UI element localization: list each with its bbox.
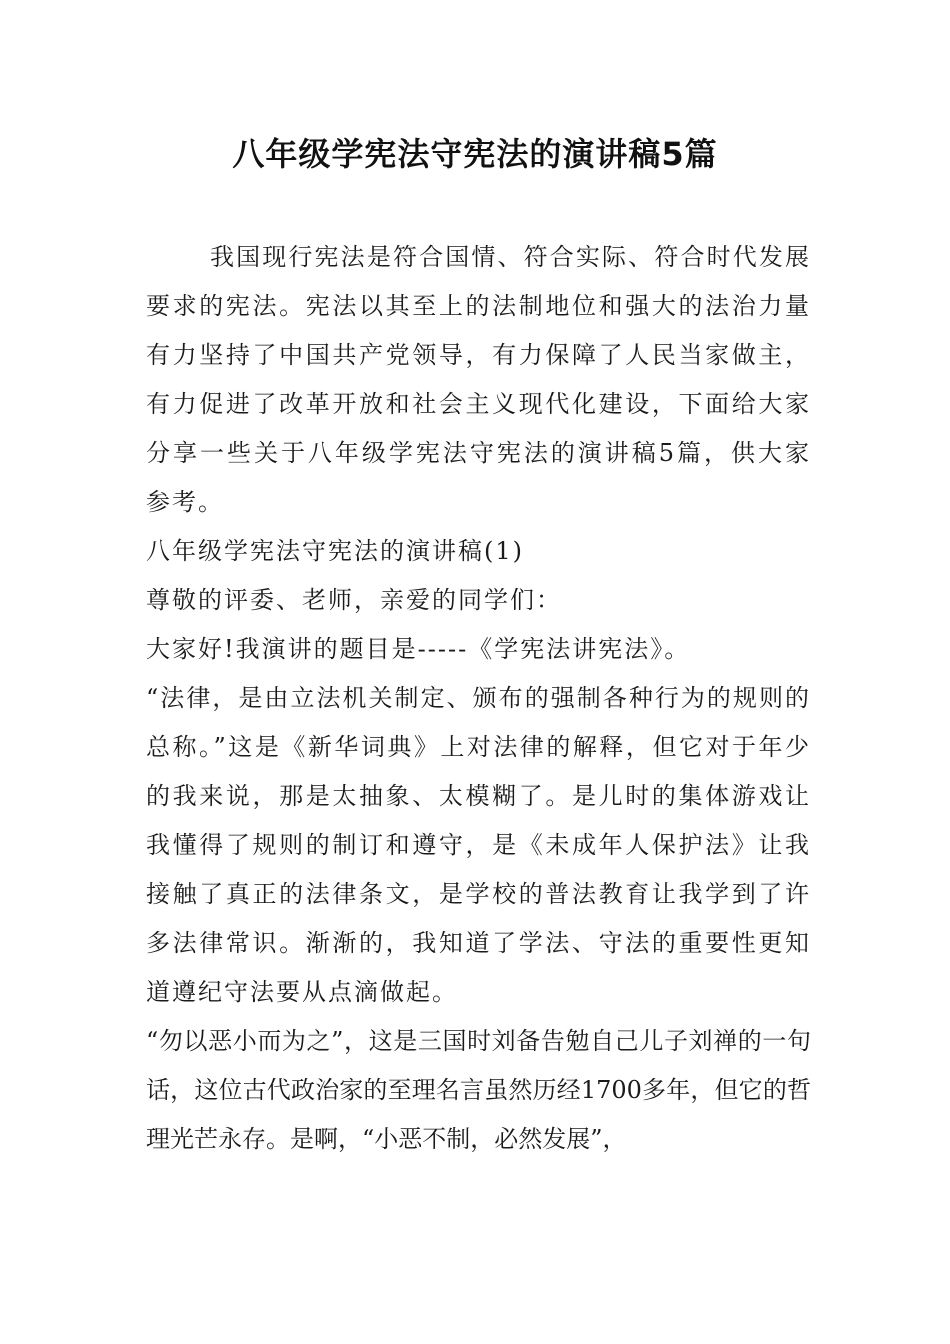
speech-topic: 大家好!我演讲的题目是-----《学宪法讲宪法》。 bbox=[146, 635, 691, 663]
section-heading: 八年级学宪法守宪法的演讲稿(1) bbox=[146, 537, 524, 565]
body-paragraph: “勿以恶小而为之”，这是三国时刘备告勉自己儿子刘禅的一句话，这位古代政治家的至理名言虽然历经1700多年，但它的哲理光芒永存。是啊，“小恶不制，必然发展”， bbox=[146, 1027, 811, 1153]
body-paragraph: “法律，是由立法机关制定、颁布的强制各种行为的规则的总称。”这是《新华词典》上对法律的解释，但它对于年少的我来说，那是太抽象、太模糊了。是儿时的集体游戏让我懂得了规则的制订和遵守，是《未成年人保护法》让我接触了真正的法律条文，是学校的普法教育让我学到了许多法律常识。渐渐的，我知道了学法、守法的重要性更知道遵纪守法要从点滴做起。 bbox=[146, 684, 811, 1006]
document-body bbox=[146, 233, 811, 1164]
salutation: 尊敬的评委、老师，亲爱的同学们： bbox=[146, 586, 562, 614]
document-title: 八年级学宪法守宪法的演讲稿5篇 bbox=[232, 135, 718, 173]
intro-paragraph: 我国现行宪法是符合国情、符合实际、符合时代发展要求的宪法。宪法以其至上的法制地位和强大的法治力量有力坚持了中国共产党领导，有力保障了人民当家做主，有力促进了改革开放和社会主义现代化建设，下面给大家分享一些关于八年级学宪法守宪法的演讲稿5篇，供大家参考。 bbox=[146, 243, 811, 516]
